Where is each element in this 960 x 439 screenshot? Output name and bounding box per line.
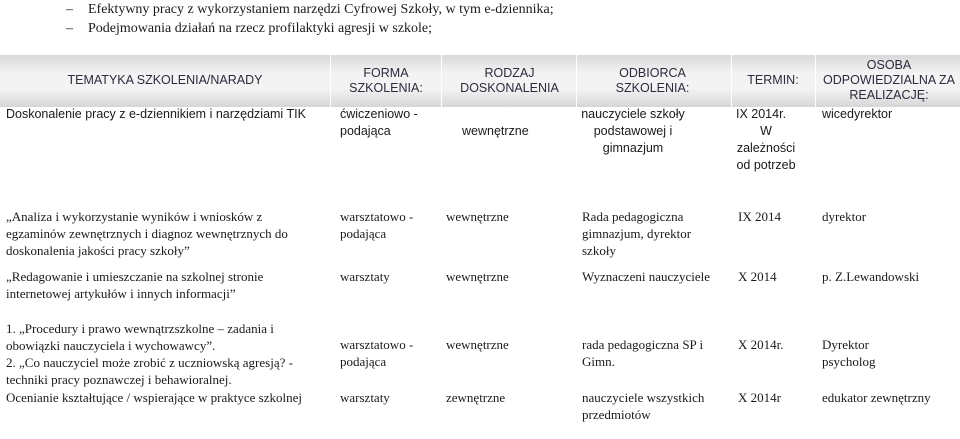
- row1-odbiorca: nauczyciele szkoły podstawowej i gimnazjum: [581, 107, 685, 155]
- row4-odbiorca: rada pedagogiczna SP i Gimn.: [582, 337, 704, 369]
- row1-forma: ćwiczeniowo - podająca: [340, 107, 418, 138]
- row3-forma: warsztaty: [340, 269, 390, 284]
- header-divider: [441, 55, 442, 107]
- header-osoba: OSOBA ODPOWIEDZIALNA ZA REALIZACJĘ:: [823, 58, 955, 102]
- row4-forma: warsztatowo - podająca: [340, 337, 414, 369]
- dash-marker: –: [66, 21, 73, 36]
- row4-osoba: Dyrektor psycholog: [822, 337, 876, 369]
- bullet-item: [66, 19, 946, 38]
- row2-rodzaj: wewnętrzne: [446, 209, 509, 224]
- row4-tematyka: [6, 320, 328, 388]
- row2-odbiorca: Rada pedagogiczna gimnazjum, dyrektor szkoły: [582, 209, 692, 258]
- row3-tematyka: „Redagowanie i umieszczanie na szkolnej stronie internetowej artykułów i innych informacji”: [6, 269, 264, 301]
- row2-osoba: dyrektor: [822, 209, 867, 224]
- row1-osoba: wicedyrektor: [822, 107, 893, 121]
- row1-termin-note: W zależności od potrzeb: [736, 124, 796, 172]
- header-divider: [330, 55, 331, 107]
- row3-rodzaj: wewnętrzne: [446, 269, 509, 284]
- row3-termin: X 2014: [738, 269, 777, 284]
- row4-termin: X 2014r.: [738, 337, 784, 352]
- bullet-item: [66, 0, 946, 19]
- row2-termin: IX 2014: [738, 209, 781, 224]
- row5-rodzaj: zewnętrzne: [446, 390, 506, 405]
- row5-tematyka: Ocenianie kształtujące / wspierające w praktyce szkolnej: [6, 390, 302, 405]
- row3-osoba: p. Z.Lewandowski: [822, 269, 920, 284]
- header-termin: TERMIN:: [747, 73, 799, 87]
- row5-odbiorca: nauczyciele wszystkich przedmiotów: [582, 390, 705, 422]
- row4-tematyka-item: 2. „Co nauczyciel może zrobić z uczniowską agresją? - techniki pracy poznawczej i behawioralnej.: [6, 355, 293, 387]
- bullet-list: [66, 0, 946, 38]
- row1-tematyka: Doskonalenie pracy z e-dziennikiem i narzędziami TIK: [6, 107, 306, 121]
- row2-forma: warsztatowo - podająca: [340, 209, 414, 241]
- row5-forma: warsztaty: [340, 390, 390, 405]
- dash-marker: –: [66, 2, 73, 17]
- row2-tematyka: „Analiza i wykorzystanie wyników i wniosków z egzaminów zewnętrznych i diagnoz wewnętrznych do doskonalenia jakości pracy szkoły”: [6, 209, 288, 258]
- header-tematyka: TEMATYKA SZKOLENIA/NARADY: [67, 73, 263, 87]
- bullet-text: Podejmowania działań na rzecz profilaktyki agresji w szkole;: [88, 21, 433, 36]
- row4-rodzaj: wewnętrzne: [446, 337, 509, 352]
- header-rodzaj: RODZAJ DOSKONALENIA: [460, 66, 559, 95]
- bullet-text: Efektywny pracy z wykorzystaniem narzędzi Cyfrowej Szkoły, w tym e-dziennika;: [88, 2, 554, 17]
- row5-termin: X 2014r: [738, 390, 781, 405]
- header-divider: [576, 55, 577, 107]
- row4-tematyka-item: 1. „Procedury i prawo wewnątrzszkolne – zadania i obowiązki nauczyciela i wychowawcy”.: [6, 321, 274, 353]
- row1-termin: [736, 106, 816, 174]
- row1-rodzaj: wewnętrzne: [462, 124, 529, 138]
- row3-odbiorca: Wyznaczeni nauczyciele: [582, 269, 711, 284]
- row5-osoba: edukator zewnętrzny: [822, 390, 931, 405]
- row1-termin-date: IX 2014r.: [736, 107, 787, 121]
- header-odbiorca: ODBIORCA SZKOLENIA:: [615, 66, 690, 95]
- header-divider: [815, 55, 816, 107]
- header-forma: FORMA SZKOLENIA:: [349, 66, 423, 95]
